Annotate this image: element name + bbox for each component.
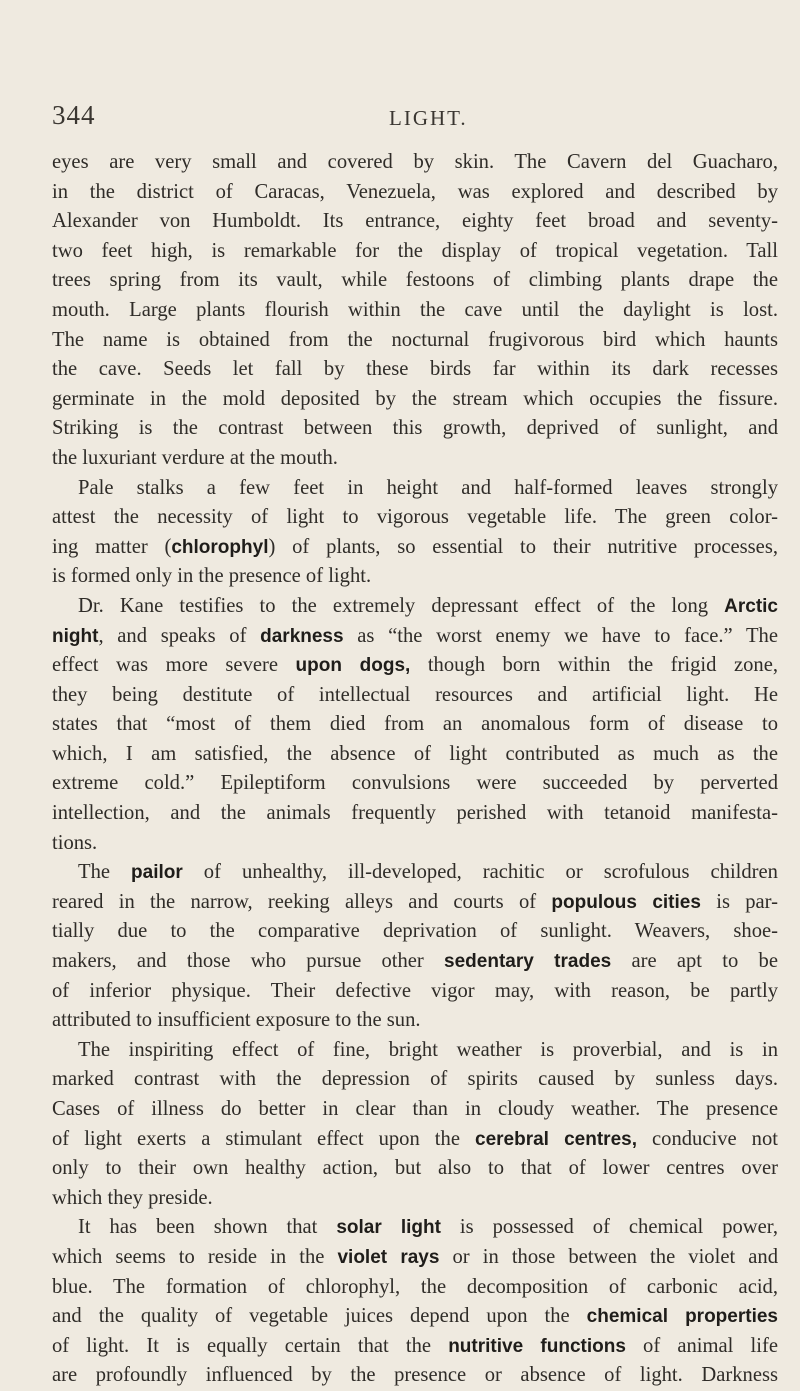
text-segment: is possessed of chemical power, [440, 1216, 778, 1239]
emphasized-term: solar light [336, 1217, 441, 1239]
text-line [52, 178, 778, 208]
text-line [52, 474, 778, 504]
text-segment: It has been shown that [78, 1216, 337, 1239]
text-line [52, 533, 778, 563]
text-line [52, 266, 778, 296]
text-segment: effect was more severe [52, 654, 296, 677]
text-line [52, 1243, 778, 1273]
text-line [52, 444, 778, 474]
text-segment: tions. [52, 831, 98, 854]
text-segment: which, I am satisfied, the absence of light contributed as much as the [52, 742, 778, 765]
text-segment: makers, and those who pursue other [52, 950, 445, 973]
text-line [52, 1006, 778, 1036]
text-line [52, 829, 778, 859]
text-segment: Striking is the contrast between this growth, deprived of sunlight, and [52, 417, 778, 440]
text-line [52, 1273, 778, 1303]
text-line [52, 740, 778, 770]
text-segment: two feet high, is remarkable for the display of tropical vegetation. Tall [52, 239, 778, 262]
text-segment: are profoundly influenced by the presence or absence of light. Darkness [52, 1364, 778, 1387]
text-line [52, 977, 778, 1007]
text-segment: they being destitute of intellectual resources and artificial light. He [52, 683, 778, 706]
text-segment: which seems to reside in the [52, 1245, 338, 1268]
text-segment: The [78, 861, 132, 884]
text-line [52, 237, 778, 267]
text-segment: mouth. Large plants flourish within the cave until the daylight is lost. [52, 298, 778, 321]
text-segment: of animal life [625, 1334, 778, 1357]
text-line [52, 148, 778, 178]
emphasized-term: populous cities [551, 891, 701, 913]
text-segment: of light exerts a stimulant effect upon the [52, 1127, 475, 1150]
text-segment: The inspiriting effect of fine, bright weather is proverbial, and is in [78, 1038, 778, 1061]
text-segment: tially due to the comparative deprivation of sunlight. Weavers, shoe- [52, 920, 778, 943]
text-line [52, 858, 778, 888]
text-segment: ing matter ( [52, 535, 172, 558]
text-segment: conducive not [636, 1127, 778, 1150]
text-segment: only to their own healthy action, but also to that of lower centres over [52, 1157, 778, 1180]
text-segment: of light. It is equally certain that the [52, 1334, 449, 1357]
text-segment: the cave. Seeds let fall by these birds far within its dark recesses [52, 358, 778, 381]
text-segment: Alexander von Humboldt. Its entrance, eighty feet broad and seventy- [52, 210, 778, 233]
text-line [52, 355, 778, 385]
text-line [52, 207, 778, 237]
text-line [52, 1361, 778, 1391]
text-line [52, 917, 778, 947]
text-line [52, 769, 778, 799]
text-segment: ) of plants, so essential to their nutritive processes, [268, 535, 778, 558]
text-line [52, 414, 778, 444]
text-line [52, 1302, 778, 1332]
text-line [52, 1184, 778, 1214]
emphasized-term: sedentary trades [444, 951, 612, 973]
emphasized-term: violet rays [337, 1246, 440, 1268]
emphasized-term: night [52, 625, 99, 647]
text-segment: are apt to be [611, 950, 778, 973]
running-head: LIGHT. [389, 106, 468, 130]
text-segment: is par- [700, 890, 778, 913]
text-segment: is formed only in the presence of light. [52, 565, 372, 588]
text-line [52, 710, 778, 740]
page-header [52, 100, 760, 140]
text-line [52, 1332, 778, 1362]
emphasized-term: pailor [131, 862, 183, 884]
text-line [52, 622, 778, 652]
text-line [52, 326, 778, 356]
text-segment: marked contrast with the depression of spirits caused by sunless days. [52, 1068, 778, 1091]
text-line [52, 888, 778, 918]
text-segment: in the district of Caracas, Venezuela, was explored and described by [52, 180, 778, 203]
text-segment: Cases of illness do better in clear than in cloudy weather. The presence [52, 1098, 778, 1120]
emphasized-term: chlorophyl [171, 536, 269, 558]
text-segment: of unhealthy, ill-developed, rachitic or scrofulous children [182, 861, 778, 884]
text-segment: The name is obtained from the nocturnal frugivorous bird which haunts [52, 328, 778, 351]
text-segment: though born within the frigid zone, [410, 654, 778, 677]
text-line [52, 947, 778, 977]
text-segment: the luxuriant verdure at the mouth. [52, 446, 338, 469]
page-number: 344 [52, 100, 96, 130]
text-segment: reared in the narrow, reeking alleys and courts of [52, 890, 552, 913]
text-segment: states that “most of them died from an anomalous form of disease to [52, 713, 778, 736]
emphasized-term: chemical properties [586, 1306, 778, 1328]
text-line [52, 799, 778, 829]
text-segment: blue. The formation of chlorophyl, the decomposition of carbonic acid, [52, 1275, 778, 1298]
text-segment: attest the necessity of light to vigorous vegetable life. The green color- [52, 506, 778, 529]
text-segment: trees spring from its vault, while festoons of climbing plants drape the [52, 269, 778, 292]
text-segment: as “the worst enemy we have to face.” The [343, 624, 778, 647]
text-segment: extreme cold.” Epileptiform convulsions were succeeded by perverted [52, 772, 778, 795]
text-segment: Dr. Kane testifies to the extremely depressant effect of the long [78, 594, 725, 617]
emphasized-term: nutritive functions [448, 1335, 626, 1357]
text-line [52, 1213, 778, 1243]
text-line [52, 1065, 778, 1095]
text-segment: germinate in the mold deposited by the stream which occupies the fissure. [52, 387, 778, 410]
emphasized-term: Arctic [724, 595, 778, 617]
text-line [52, 296, 778, 326]
emphasized-term: cerebral centres, [475, 1128, 637, 1150]
text-line [52, 1154, 778, 1184]
text-segment: or in those between the violet and [439, 1245, 778, 1268]
body-text [52, 148, 778, 1391]
text-line [52, 651, 778, 681]
text-segment: intellection, and the animals frequently perished with tetanoid manifesta- [52, 802, 778, 825]
text-segment: which they preside. [52, 1186, 213, 1209]
emphasized-term: upon dogs, [295, 655, 411, 677]
emphasized-term: darkness [260, 625, 344, 647]
text-line [52, 592, 778, 622]
text-line [52, 562, 778, 592]
text-line [52, 1125, 778, 1155]
text-line [52, 503, 778, 533]
text-segment: of inferior physique. Their defective vigor may, with reason, be partly [52, 979, 778, 1002]
text-line [52, 1036, 778, 1066]
text-line [52, 1095, 778, 1125]
text-segment: eyes are very small and covered by skin. The Cavern del Guacharo, [52, 151, 778, 173]
text-segment: attributed to insufficient exposure to the sun. [52, 1009, 421, 1032]
text-line [52, 681, 778, 711]
text-segment: Pale stalks a few feet in height and half-formed leaves strongly [78, 476, 778, 499]
text-segment: , and speaks of [98, 624, 261, 647]
text-segment: and the quality of vegetable juices depend upon the [52, 1305, 587, 1328]
text-line [52, 385, 778, 415]
